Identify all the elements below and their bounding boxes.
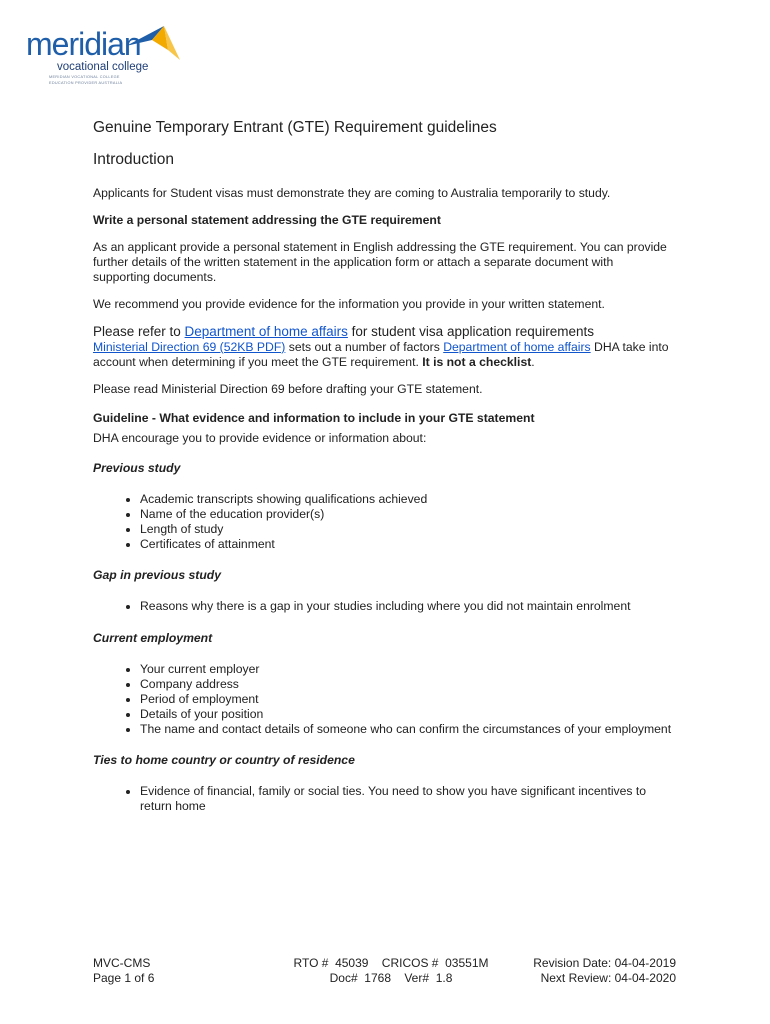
list-item: • Company address bbox=[140, 677, 673, 692]
list-item: • The name and contact details of someone who can confirm the circumstances of your employment bbox=[140, 722, 673, 737]
footer-doc-version: Doc# 1768 Ver# 1.8 bbox=[329, 971, 453, 985]
logo-tagline-1: MERIDIAN VOCATIONAL COLLEGE bbox=[49, 75, 120, 79]
footer-rto-cricos: RTO # 45039 CRICOS # 03551M bbox=[293, 956, 489, 970]
list-item: • Reasons why there is a gap in your studies including where you did not maintain enrolment bbox=[140, 599, 673, 614]
document-title: Genuine Temporary Entrant (GTE) Requirement guidelines bbox=[93, 119, 497, 136]
refer-paragraph bbox=[93, 324, 673, 370]
list-item: • Name of the education provider(s) bbox=[140, 507, 673, 522]
bullet-list bbox=[93, 492, 673, 552]
ministerial-direction-link[interactable]: Ministerial Direction 69 (52KB PDF) bbox=[93, 340, 286, 354]
home-affairs-link-1[interactable]: Department of home affairs bbox=[184, 324, 348, 339]
section-heading: Gap in previous study bbox=[93, 568, 221, 582]
refer-text-2: sets out a number of factors bbox=[285, 340, 444, 354]
section-heading: Previous study bbox=[93, 461, 181, 475]
list-item: • Period of employment bbox=[140, 692, 673, 707]
refer-text-3: DHA take into account when determining if you meet the GTE requirement. bbox=[93, 340, 669, 369]
home-affairs-link-2[interactable]: Department of home affairs bbox=[443, 340, 591, 354]
section-previous-study bbox=[93, 461, 673, 552]
footer-right bbox=[533, 956, 676, 986]
list-item: • Your current employer bbox=[140, 662, 673, 677]
list-item: • Certificates of attainment bbox=[140, 537, 673, 552]
bullet-list bbox=[93, 662, 673, 737]
footer-center bbox=[291, 956, 491, 986]
statement-paragraph-2: We recommend you provide evidence for the information you provide in your written statement. bbox=[93, 297, 605, 311]
logo-wordmark: meridian bbox=[26, 26, 141, 62]
logo-subtitle: vocational college bbox=[57, 61, 149, 73]
read-direction-paragraph: Please read Ministerial Direction 69 before drafting your GTE statement. bbox=[93, 382, 483, 396]
section-home-ties bbox=[93, 753, 673, 814]
bullet-list bbox=[93, 784, 673, 814]
logo-tagline-2: EDUCATION PROVIDER AUSTRALIA bbox=[49, 81, 123, 85]
not-checklist-text: It is not a checklist bbox=[422, 355, 532, 369]
bullet-list bbox=[93, 599, 673, 614]
footer-revision-date: Revision Date: 04-04-2019 bbox=[533, 956, 676, 970]
list-item: • Academic transcripts showing qualifications achieved bbox=[140, 492, 673, 507]
list-item: • Length of study bbox=[140, 522, 673, 537]
footer-next-review: Next Review: 04-04-2020 bbox=[540, 971, 676, 985]
section-current-employment bbox=[93, 631, 673, 737]
section-gap-in-study bbox=[93, 568, 673, 614]
footer-page-number: Page 1 of 6 bbox=[93, 971, 155, 985]
refer-mid: for student visa application requirements bbox=[347, 324, 595, 339]
statement-paragraph-1: As an applicant provide a personal statement in English addressing the GTE requirement. You can provide further details of the written statement in the application form or attach a separate document with supporting documents. bbox=[93, 240, 667, 284]
introduction-heading: Introduction bbox=[93, 151, 174, 168]
footer-doc-code: MVC-CMS bbox=[93, 956, 151, 970]
statement-heading: Write a personal statement addressing the GTE requirement bbox=[93, 213, 441, 227]
college-logo bbox=[24, 20, 184, 90]
intro-paragraph: Applicants for Student visas must demonstrate they are coming to Australia temporarily to study. bbox=[93, 186, 611, 200]
section-heading: Current employment bbox=[93, 631, 213, 645]
refer-end: . bbox=[531, 355, 535, 369]
refer-prefix: Please refer to bbox=[93, 324, 185, 339]
footer-left bbox=[93, 956, 154, 986]
list-item: • Evidence of financial, family or social ties. You need to show you have significant incentives to return home bbox=[140, 784, 673, 814]
list-item: • Details of your position bbox=[140, 707, 673, 722]
guideline-heading: Guideline - What evidence and information to include in your GTE statement bbox=[93, 411, 535, 425]
document-body bbox=[93, 120, 673, 828]
section-heading: Ties to home country or country of residence bbox=[93, 753, 355, 767]
guideline-paragraph: DHA encourage you to provide evidence or information about: bbox=[93, 431, 427, 445]
